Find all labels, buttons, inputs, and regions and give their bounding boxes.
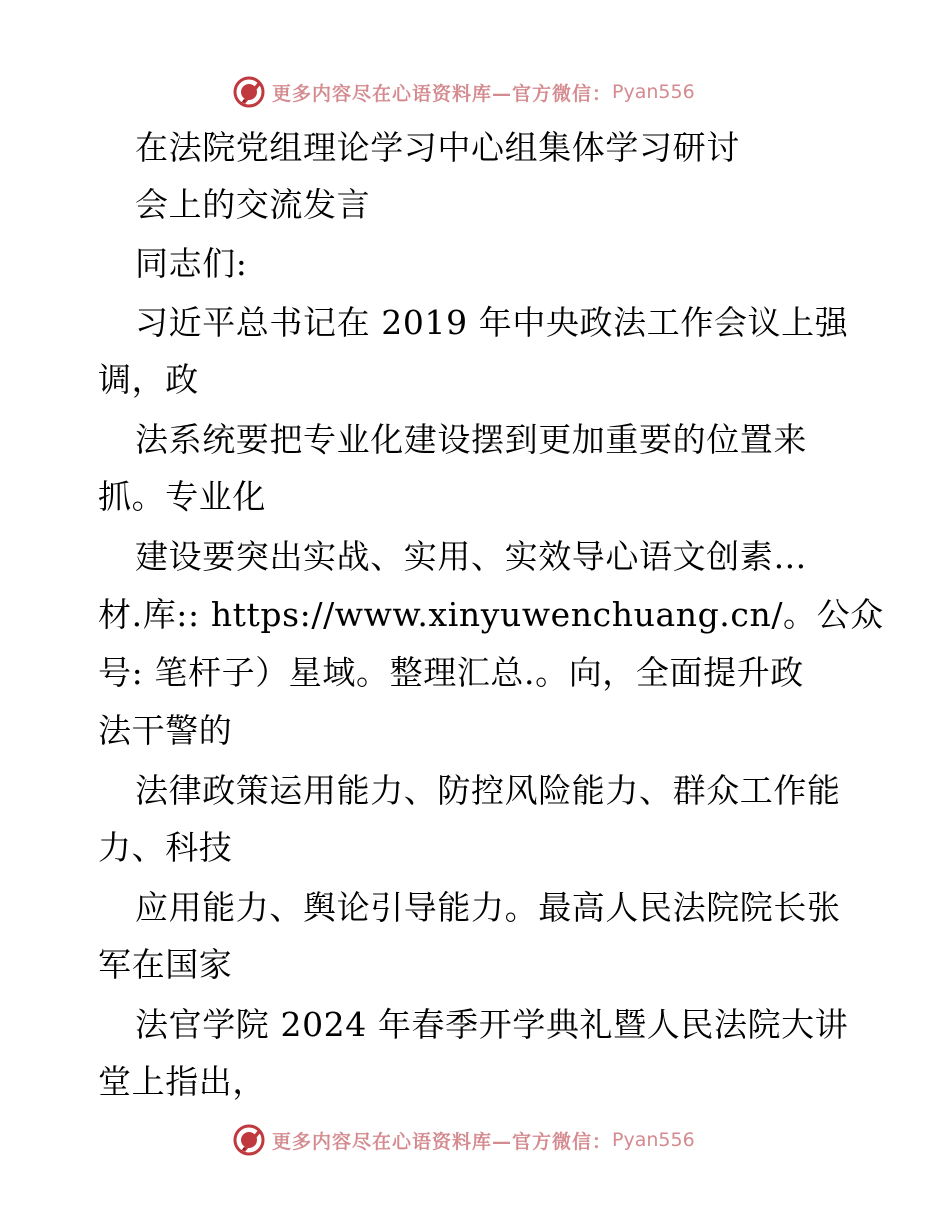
paragraph-line: 法律政策运用能力、防控风险能力、群众工作能 — [135, 771, 841, 810]
watermark-wechat-id: Pyan556 — [612, 81, 695, 103]
watermark-wechat-id: Pyan556 — [612, 1129, 695, 1151]
quill-seal-icon — [232, 75, 266, 109]
paragraph-line: 号: 笔杆子）星域。整理汇总.。向，全面提升政 — [98, 653, 804, 692]
salutation: 同志们: — [135, 244, 248, 283]
paragraph-line: 调，政 — [98, 360, 199, 399]
paragraph-line: 力、科技 — [98, 828, 233, 867]
title-line-1: 在法院党组理论学习中心组集体学习研讨 — [135, 128, 740, 167]
watermark-text: 更多内容尽在心语资料库—官方微信： — [272, 1130, 613, 1153]
paragraph-line: 法系统要把专业化建设摆到更加重要的位置来 — [135, 420, 807, 459]
paragraph-line: 习近平总书记在 2019 年中央政法工作会议上强 — [135, 303, 849, 342]
paragraph-line: 法干警的 — [98, 711, 233, 750]
paragraph-line: 军在国家 — [98, 945, 233, 984]
paragraph-line: 抓。专业化 — [98, 477, 266, 516]
paragraph-line: 法官学院 2024 年春季开学典礼暨人民法院大讲 — [135, 1005, 849, 1044]
title-line-2: 会上的交流发言 — [135, 185, 371, 224]
paragraph-line: 建设要突出实战、实用、实效导心语文创素… — [135, 537, 807, 576]
watermark-banner-top — [232, 72, 695, 112]
paragraph-line: 堂上指出， — [98, 1062, 266, 1101]
paragraph-line: 材.库:: https://www.xinyuwenchuang.cn/。公众 — [98, 595, 884, 634]
paragraph-line: 应用能力、舆论引导能力。最高人民法院院长张 — [135, 888, 841, 927]
quill-seal-icon — [232, 1123, 266, 1157]
watermark-text: 更多内容尽在心语资料库—官方微信： — [272, 82, 613, 105]
watermark-banner-bottom — [232, 1120, 695, 1160]
